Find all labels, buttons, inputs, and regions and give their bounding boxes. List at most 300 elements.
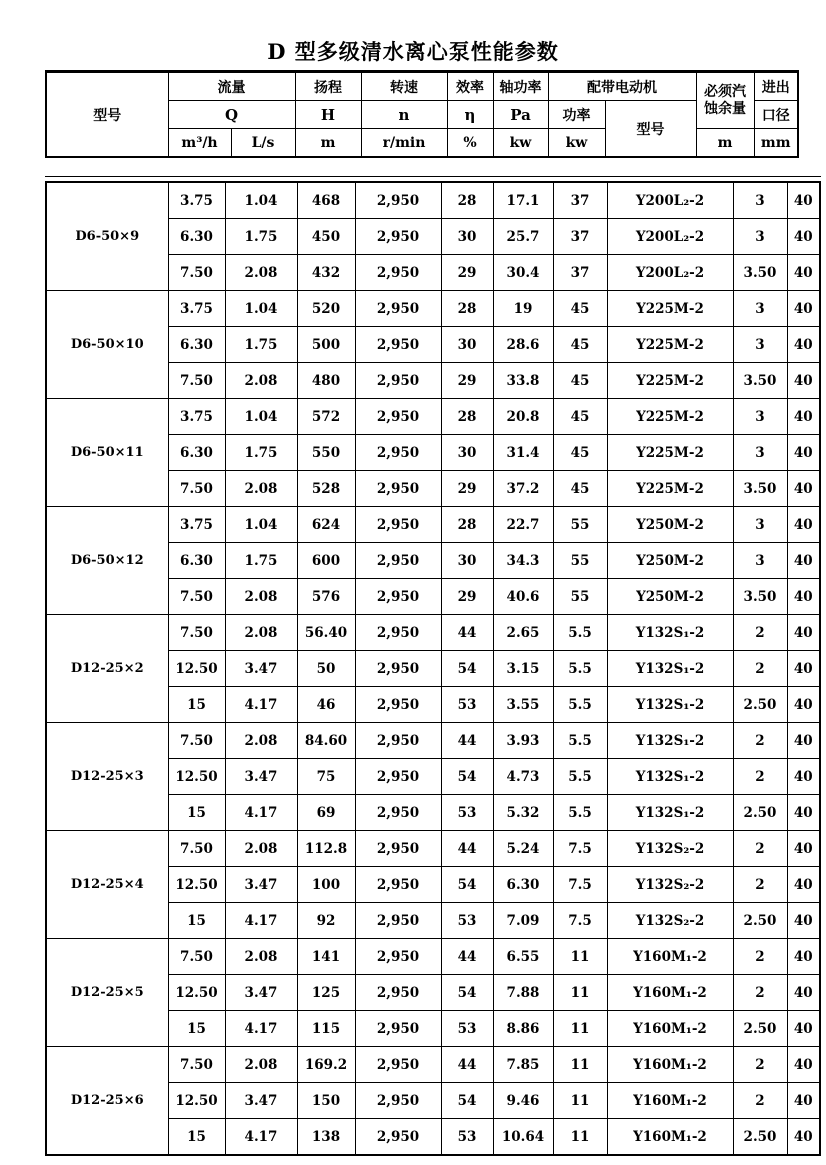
- data-cell: 53: [441, 795, 493, 831]
- data-cell: Y200L₂-2: [607, 182, 733, 219]
- data-cell: 3: [733, 327, 787, 363]
- data-cell: 2,950: [355, 867, 441, 903]
- data-cell: 40: [787, 939, 820, 975]
- data-cell: 150: [297, 1083, 355, 1119]
- data-cell: 40: [787, 182, 820, 219]
- data-cell: 6.30: [493, 867, 553, 903]
- data-cell: 2,950: [355, 1119, 441, 1156]
- data-cell: Y132S₂-2: [607, 867, 733, 903]
- data-cell: 54: [441, 867, 493, 903]
- data-cell: 624: [297, 507, 355, 543]
- data-cell: 4.17: [225, 1119, 297, 1156]
- table-row: [46, 291, 820, 327]
- data-cell: 2,950: [355, 579, 441, 615]
- data-cell: 2.08: [225, 1047, 297, 1083]
- data-cell: 1.75: [225, 219, 297, 255]
- unit-head-m: m: [295, 129, 361, 158]
- data-cell: 7.50: [168, 939, 225, 975]
- data-cell: 2,950: [355, 759, 441, 795]
- col-header-speed: 转速: [361, 72, 447, 101]
- data-cell: 53: [441, 903, 493, 939]
- data-cell: 12.50: [168, 1083, 225, 1119]
- data-cell: 15: [168, 1011, 225, 1047]
- data-cell: 40: [787, 795, 820, 831]
- motor-model-label: 型号: [605, 101, 696, 158]
- data-cell: 45: [553, 291, 607, 327]
- data-cell: 30: [441, 435, 493, 471]
- data-cell: 28: [441, 507, 493, 543]
- data-cell: 29: [441, 579, 493, 615]
- data-cell: 100: [297, 867, 355, 903]
- data-cell: 40: [787, 1083, 820, 1119]
- data-cell: 46: [297, 687, 355, 723]
- data-cell: 28: [441, 182, 493, 219]
- data-cell: 40: [787, 651, 820, 687]
- data-cell: Y160M₁-2: [607, 1047, 733, 1083]
- data-cell: 3: [733, 399, 787, 435]
- pump-model-cell: D6-50×11: [46, 399, 168, 507]
- data-cell: 3: [733, 182, 787, 219]
- data-cell: 169.2: [297, 1047, 355, 1083]
- data-cell: Y132S₁-2: [607, 651, 733, 687]
- data-cell: 53: [441, 1011, 493, 1047]
- pump-model-cell: D6-50×9: [46, 182, 168, 291]
- pump-data-table: [45, 181, 821, 1156]
- data-cell: 2: [733, 723, 787, 759]
- col-header-flow: 流量: [168, 72, 295, 101]
- data-cell: 6.30: [168, 327, 225, 363]
- unit-motor-kw: kw: [548, 129, 605, 158]
- data-cell: 30: [441, 327, 493, 363]
- data-cell: Y225M-2: [607, 435, 733, 471]
- pump-model-cell: D6-50×12: [46, 507, 168, 615]
- table-row: [46, 723, 820, 759]
- data-cell: 2.50: [733, 903, 787, 939]
- data-cell: 40: [787, 507, 820, 543]
- data-cell: 2,950: [355, 939, 441, 975]
- data-cell: 6.30: [168, 435, 225, 471]
- col-header-motor: 配带电动机: [548, 72, 696, 101]
- data-cell: 40: [787, 975, 820, 1011]
- data-cell: 40: [787, 1047, 820, 1083]
- data-cell: 40: [787, 867, 820, 903]
- data-cell: 54: [441, 975, 493, 1011]
- data-cell: 2,950: [355, 327, 441, 363]
- table-row: [46, 615, 820, 651]
- data-cell: 11: [553, 939, 607, 975]
- data-cell: 5.24: [493, 831, 553, 867]
- data-cell: 3.50: [733, 363, 787, 399]
- data-cell: 40.6: [493, 579, 553, 615]
- table-row: [46, 939, 820, 975]
- data-cell: Y132S₂-2: [607, 903, 733, 939]
- data-cell: 69: [297, 795, 355, 831]
- data-cell: 92: [297, 903, 355, 939]
- table-row: [46, 507, 820, 543]
- data-cell: Y250M-2: [607, 579, 733, 615]
- data-cell: 11: [553, 975, 607, 1011]
- data-cell: 3: [733, 435, 787, 471]
- data-cell: 6.30: [168, 219, 225, 255]
- data-cell: 28: [441, 399, 493, 435]
- data-cell: 500: [297, 327, 355, 363]
- data-cell: 2,950: [355, 219, 441, 255]
- data-cell: 2,950: [355, 1083, 441, 1119]
- data-cell: 53: [441, 1119, 493, 1156]
- data-cell: 4.17: [225, 903, 297, 939]
- unit-percent: %: [447, 129, 493, 158]
- data-cell: 11: [553, 1083, 607, 1119]
- data-cell: 2,950: [355, 615, 441, 651]
- col-header-shaft-power: 轴功率: [493, 72, 548, 101]
- data-cell: Y200L₂-2: [607, 219, 733, 255]
- data-cell: 3.75: [168, 507, 225, 543]
- data-cell: 44: [441, 1047, 493, 1083]
- data-cell: 7.50: [168, 471, 225, 507]
- efficiency-symbol: η: [447, 101, 493, 129]
- data-cell: 44: [441, 723, 493, 759]
- data-cell: 3.75: [168, 182, 225, 219]
- col-header-port-line1: 进出: [754, 72, 798, 101]
- data-cell: 40: [787, 1011, 820, 1047]
- data-cell: 40: [787, 255, 820, 291]
- data-cell: 2,950: [355, 687, 441, 723]
- data-cell: 2,950: [355, 795, 441, 831]
- data-cell: 10.64: [493, 1119, 553, 1156]
- data-cell: 28.6: [493, 327, 553, 363]
- data-cell: 5.5: [553, 687, 607, 723]
- data-cell: 55: [553, 507, 607, 543]
- data-cell: Y225M-2: [607, 363, 733, 399]
- unit-port-mm: mm: [754, 129, 798, 158]
- data-cell: 3: [733, 507, 787, 543]
- data-cell: 7.50: [168, 1047, 225, 1083]
- data-cell: 45: [553, 327, 607, 363]
- data-cell: 33.8: [493, 363, 553, 399]
- data-cell: 2.50: [733, 795, 787, 831]
- data-cell: 19: [493, 291, 553, 327]
- data-cell: 2: [733, 939, 787, 975]
- data-cell: 7.50: [168, 579, 225, 615]
- data-cell: 2,950: [355, 291, 441, 327]
- data-cell: 11: [553, 1119, 607, 1156]
- data-cell: 40: [787, 615, 820, 651]
- data-cell: 432: [297, 255, 355, 291]
- data-cell: 5.5: [553, 723, 607, 759]
- head-symbol: H: [295, 101, 361, 129]
- data-cell: 30: [441, 543, 493, 579]
- data-cell: 3.93: [493, 723, 553, 759]
- data-cell: 2.08: [225, 579, 297, 615]
- data-cell: 3.55: [493, 687, 553, 723]
- data-cell: 37: [553, 255, 607, 291]
- data-cell: 31.4: [493, 435, 553, 471]
- data-cell: Y132S₁-2: [607, 723, 733, 759]
- data-cell: 40: [787, 435, 820, 471]
- data-cell: 40: [787, 543, 820, 579]
- data-cell: 2.50: [733, 1119, 787, 1156]
- data-cell: 30.4: [493, 255, 553, 291]
- data-cell: 40: [787, 363, 820, 399]
- data-cell: 40: [787, 687, 820, 723]
- body-table-top-rule: [45, 176, 821, 177]
- npsh-label-line2: 蚀余量: [704, 100, 746, 117]
- data-cell: 3.50: [733, 255, 787, 291]
- data-cell: 12.50: [168, 867, 225, 903]
- data-cell: 1.75: [225, 543, 297, 579]
- data-cell: 9.46: [493, 1083, 553, 1119]
- data-cell: 2,950: [355, 182, 441, 219]
- data-cell: 40: [787, 219, 820, 255]
- table-row: [46, 399, 820, 435]
- data-cell: 2,950: [355, 723, 441, 759]
- speed-symbol: n: [361, 101, 447, 129]
- data-cell: 50: [297, 651, 355, 687]
- data-cell: 37: [553, 182, 607, 219]
- unit-npsh-m: m: [696, 129, 754, 158]
- col-header-port-line2: 口径: [754, 101, 798, 129]
- data-cell: 2,950: [355, 651, 441, 687]
- data-cell: 3.47: [225, 867, 297, 903]
- data-cell: 25.7: [493, 219, 553, 255]
- data-cell: 28: [441, 291, 493, 327]
- pump-table-body: [46, 182, 820, 1155]
- data-cell: 3: [733, 543, 787, 579]
- data-cell: Y250M-2: [607, 543, 733, 579]
- data-cell: 4.17: [225, 687, 297, 723]
- data-cell: 2: [733, 975, 787, 1011]
- data-cell: 55: [553, 543, 607, 579]
- data-cell: 55: [553, 579, 607, 615]
- data-cell: 141: [297, 939, 355, 975]
- data-cell: 2.08: [225, 471, 297, 507]
- data-cell: 7.5: [553, 903, 607, 939]
- data-cell: 15: [168, 903, 225, 939]
- data-cell: 40: [787, 327, 820, 363]
- data-cell: 6.30: [168, 543, 225, 579]
- data-cell: 2,950: [355, 543, 441, 579]
- data-cell: 115: [297, 1011, 355, 1047]
- data-cell: 45: [553, 399, 607, 435]
- data-cell: 1.04: [225, 291, 297, 327]
- data-cell: 37.2: [493, 471, 553, 507]
- data-cell: 2,950: [355, 471, 441, 507]
- data-cell: 2.08: [225, 723, 297, 759]
- data-cell: 15: [168, 687, 225, 723]
- data-cell: 8.86: [493, 1011, 553, 1047]
- data-cell: 53: [441, 687, 493, 723]
- npsh-label-line1: 必须汽: [704, 84, 746, 101]
- data-cell: Y132S₂-2: [607, 831, 733, 867]
- motor-power-label: 功率: [548, 101, 605, 129]
- data-cell: 468: [297, 182, 355, 219]
- data-cell: 4.17: [225, 795, 297, 831]
- data-cell: 40: [787, 579, 820, 615]
- data-cell: 2.08: [225, 255, 297, 291]
- data-cell: 1.04: [225, 507, 297, 543]
- pump-model-cell: D12-25×3: [46, 723, 168, 831]
- page-title: D 型多级清水离心泵性能参数: [267, 39, 559, 64]
- data-cell: 112.8: [297, 831, 355, 867]
- data-cell: 11: [553, 1047, 607, 1083]
- table-row: [46, 1047, 820, 1083]
- shaft-power-symbol: Pa: [493, 101, 548, 129]
- data-cell: 3.47: [225, 759, 297, 795]
- data-cell: 450: [297, 219, 355, 255]
- data-cell: 7.09: [493, 903, 553, 939]
- col-header-npsh: [696, 72, 754, 129]
- data-cell: 2: [733, 1083, 787, 1119]
- data-cell: 5.5: [553, 651, 607, 687]
- data-cell: 2.08: [225, 363, 297, 399]
- data-cell: Y160M₁-2: [607, 1083, 733, 1119]
- data-cell: 2,950: [355, 363, 441, 399]
- flow-symbol: Q: [168, 101, 295, 129]
- data-cell: 125: [297, 975, 355, 1011]
- data-cell: 5.5: [553, 795, 607, 831]
- data-cell: Y225M-2: [607, 399, 733, 435]
- data-cell: 40: [787, 759, 820, 795]
- data-cell: 30: [441, 219, 493, 255]
- data-cell: 550: [297, 435, 355, 471]
- data-cell: 572: [297, 399, 355, 435]
- data-cell: 2,950: [355, 903, 441, 939]
- data-cell: 40: [787, 831, 820, 867]
- data-cell: 5.5: [553, 615, 607, 651]
- data-cell: 1.75: [225, 327, 297, 363]
- pump-model-cell: D12-25×5: [46, 939, 168, 1047]
- data-cell: 7.50: [168, 255, 225, 291]
- data-cell: Y132S₁-2: [607, 687, 733, 723]
- pump-model-cell: D6-50×10: [46, 291, 168, 399]
- data-cell: 138: [297, 1119, 355, 1156]
- data-cell: 2.50: [733, 1011, 787, 1047]
- table-row: [46, 831, 820, 867]
- data-cell: 45: [553, 435, 607, 471]
- data-cell: 7.85: [493, 1047, 553, 1083]
- data-cell: Y225M-2: [607, 291, 733, 327]
- data-cell: 75: [297, 759, 355, 795]
- data-cell: 2,950: [355, 435, 441, 471]
- data-cell: 20.8: [493, 399, 553, 435]
- data-cell: 44: [441, 615, 493, 651]
- data-cell: Y132S₁-2: [607, 795, 733, 831]
- data-cell: 2.08: [225, 831, 297, 867]
- data-cell: Y132S₁-2: [607, 615, 733, 651]
- data-cell: 3.47: [225, 651, 297, 687]
- data-cell: 600: [297, 543, 355, 579]
- data-cell: 3.50: [733, 471, 787, 507]
- data-cell: Y132S₁-2: [607, 759, 733, 795]
- data-cell: 11: [553, 1011, 607, 1047]
- data-cell: 2: [733, 759, 787, 795]
- data-cell: 40: [787, 291, 820, 327]
- data-cell: 520: [297, 291, 355, 327]
- data-cell: 37: [553, 219, 607, 255]
- data-cell: 3.75: [168, 399, 225, 435]
- data-cell: 2.50: [733, 687, 787, 723]
- data-cell: 7.5: [553, 867, 607, 903]
- unit-m3h: m³/h: [168, 129, 231, 158]
- data-cell: 40: [787, 399, 820, 435]
- data-cell: 2,950: [355, 255, 441, 291]
- data-cell: Y160M₁-2: [607, 939, 733, 975]
- data-cell: 40: [787, 903, 820, 939]
- data-cell: 15: [168, 795, 225, 831]
- data-cell: 3.47: [225, 975, 297, 1011]
- data-cell: 7.50: [168, 831, 225, 867]
- data-cell: 2,950: [355, 975, 441, 1011]
- data-cell: 7.88: [493, 975, 553, 1011]
- data-cell: 44: [441, 939, 493, 975]
- pump-model-cell: D12-25×6: [46, 1047, 168, 1156]
- data-cell: 5.32: [493, 795, 553, 831]
- pump-model-cell: D12-25×4: [46, 831, 168, 939]
- data-cell: 40: [787, 471, 820, 507]
- data-cell: 2,950: [355, 507, 441, 543]
- data-cell: 34.3: [493, 543, 553, 579]
- data-cell: Y250M-2: [607, 507, 733, 543]
- data-cell: 2,950: [355, 831, 441, 867]
- data-cell: 3.47: [225, 1083, 297, 1119]
- data-cell: 17.1: [493, 182, 553, 219]
- data-cell: 29: [441, 255, 493, 291]
- unit-rmin: r/min: [361, 129, 447, 158]
- data-cell: Y200L₂-2: [607, 255, 733, 291]
- data-cell: 45: [553, 363, 607, 399]
- data-cell: Y160M₁-2: [607, 1119, 733, 1156]
- data-cell: 54: [441, 651, 493, 687]
- data-cell: 480: [297, 363, 355, 399]
- table-row: [46, 182, 820, 219]
- data-cell: 2,950: [355, 1047, 441, 1083]
- data-cell: Y225M-2: [607, 471, 733, 507]
- unit-ls: L/s: [231, 129, 295, 158]
- data-cell: 3.75: [168, 291, 225, 327]
- data-cell: 40: [787, 723, 820, 759]
- data-cell: 2.65: [493, 615, 553, 651]
- data-cell: 4.73: [493, 759, 553, 795]
- data-cell: 29: [441, 363, 493, 399]
- data-cell: 3.50: [733, 579, 787, 615]
- data-cell: 84.60: [297, 723, 355, 759]
- data-cell: 7.50: [168, 363, 225, 399]
- pump-model-cell: D12-25×2: [46, 615, 168, 723]
- data-cell: 3: [733, 219, 787, 255]
- data-cell: 6.55: [493, 939, 553, 975]
- data-cell: 3: [733, 291, 787, 327]
- data-cell: 3.15: [493, 651, 553, 687]
- data-cell: 2,950: [355, 399, 441, 435]
- data-cell: 2.08: [225, 939, 297, 975]
- data-cell: 29: [441, 471, 493, 507]
- col-header-pump-model: 型号: [46, 72, 168, 158]
- col-header-head: 扬程: [295, 72, 361, 101]
- data-cell: Y225M-2: [607, 327, 733, 363]
- col-header-efficiency: 效率: [447, 72, 493, 101]
- data-cell: 12.50: [168, 759, 225, 795]
- data-cell: 2.08: [225, 615, 297, 651]
- data-cell: 7.5: [553, 831, 607, 867]
- data-cell: 5.5: [553, 759, 607, 795]
- data-cell: 528: [297, 471, 355, 507]
- data-cell: 54: [441, 759, 493, 795]
- data-cell: 22.7: [493, 507, 553, 543]
- data-cell: 4.17: [225, 1011, 297, 1047]
- header-table: [45, 70, 799, 158]
- data-cell: 54: [441, 1083, 493, 1119]
- data-cell: 40: [787, 1119, 820, 1156]
